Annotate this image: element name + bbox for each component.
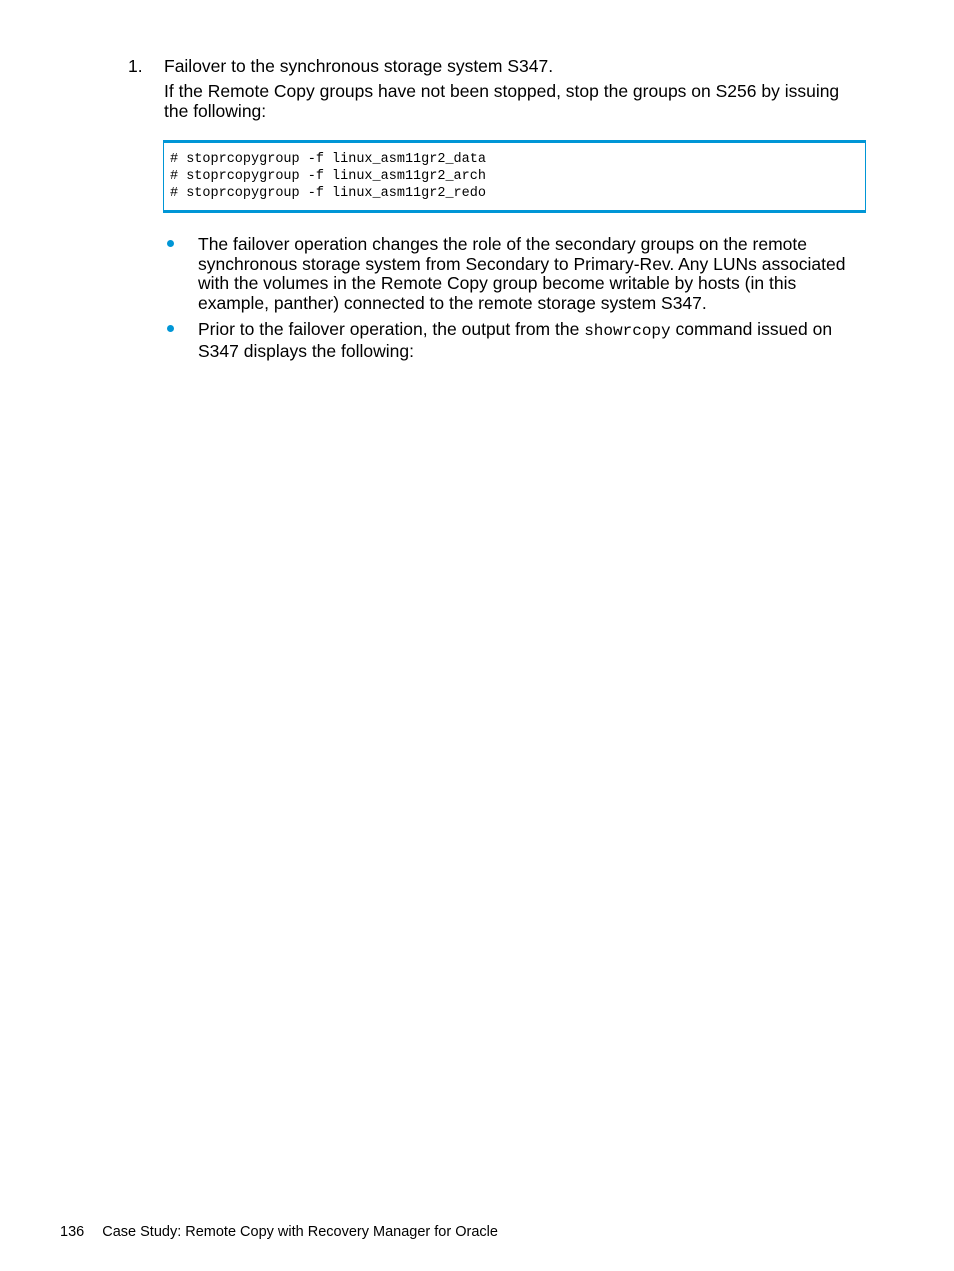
bullet-icon [167,240,174,247]
step-number: 1. [128,56,143,76]
page-footer [60,1222,498,1242]
bullet-icon [167,325,174,332]
page-number: 136 [60,1224,85,1240]
step-title: Failover to the synchronous storage system S347. [164,56,554,76]
step-paragraph: If the Remote Copy groups have not been stopped, stop the groups on S256 by issuing the following: [164,81,840,121]
bullet-text-after: command issued on S347 displays the following: [198,319,833,361]
code-line: # stoprcopygroup -f linux_asm11gr2_arch [170,169,486,184]
code-line: # stoprcopygroup -f linux_asm11gr2_redo [170,186,486,201]
code-block [163,140,866,213]
footer-title: Case Study: Remote Copy with Recovery Manager for Oracle [102,1224,498,1240]
bullet-text-before: Prior to the failover operation, the output from the [198,319,585,339]
bullet-text: The failover operation changes the role of the secondary groups on the remote synchronous storage system from Secondary to Primary-Rev. Any LUNs associated with the volumes in the Remote Copy group become writable by hosts (in this example, panther) connected to the remote storage system S347. [198,234,846,313]
bullet-item [164,235,868,313]
command-name: showrcopy [584,322,671,340]
bullet-item [164,320,868,361]
bullet-list [164,235,868,368]
code-lines [170,151,486,202]
code-line: # stoprcopygroup -f linux_asm11gr2_data [170,152,486,167]
